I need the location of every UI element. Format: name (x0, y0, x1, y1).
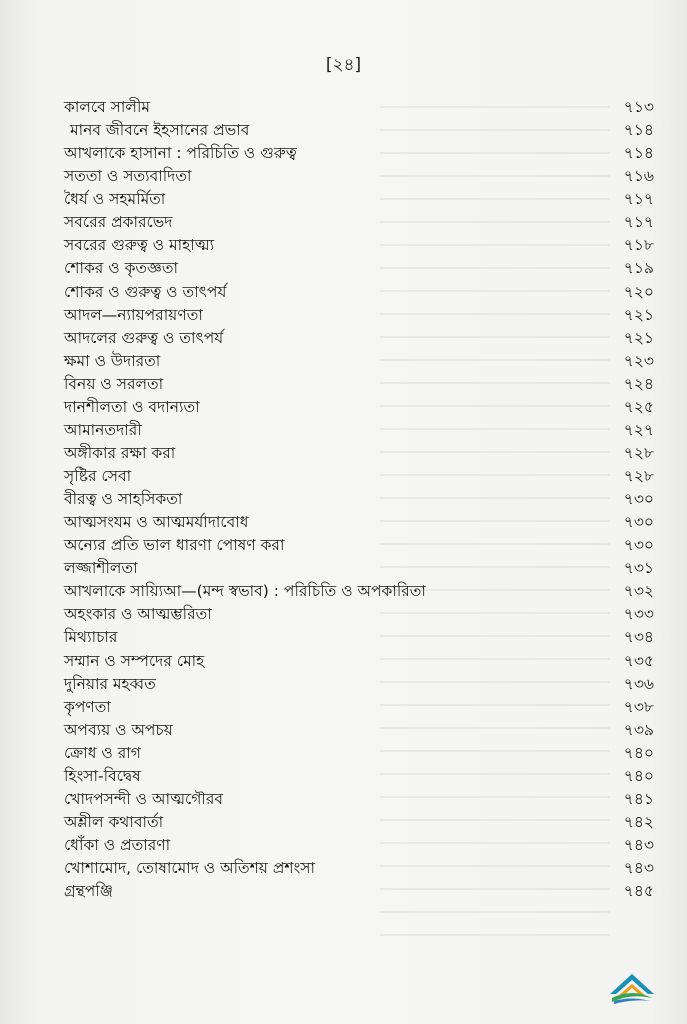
toc-entry-title: অপব্যয় ও অপচয় (64, 720, 173, 739)
toc-entry-title: সবরের গুরুত্ব ও মাহাত্ম্য (64, 236, 215, 255)
toc-entry-page: ৭১৭ (623, 190, 654, 209)
toc-entry-page: ৭৩৯ (623, 720, 654, 739)
toc-entry-title: খোদপসন্দী ও আত্মগৌরব (64, 789, 223, 808)
toc-entry (64, 765, 664, 788)
toc-entry-title: আত্মসংযম ও আত্মমর্যাদাবোধ (64, 513, 249, 532)
toc-entry-page: ৭২১ (623, 305, 654, 324)
toc-entry-title: সম্মান ও সম্পদের মোহ (64, 651, 205, 670)
toc-entry-page: ৭৪২ (623, 812, 654, 831)
toc-entry (64, 211, 664, 234)
toc-entry-title: খোশামোদ, তোষামোদ ও অতিশয় প্রশংসা (64, 859, 316, 878)
toc-entry-title: দানশীলতা ও বদান্যতা (64, 397, 200, 416)
toc-entry-title: ক্রোধ ও রাগ (64, 743, 141, 762)
toc-entry-title: মিথ্যাচার (64, 628, 118, 647)
toc-entry-title: ধৈর্য ও সহমর্মিতা (64, 190, 166, 209)
toc-entry (64, 304, 664, 327)
toc-entry-title: হিংসা-বিদ্বেষ (64, 766, 141, 785)
toc-entry-page: ৭১৯ (623, 259, 654, 278)
page-number: [২৪] (325, 55, 362, 75)
toc-entry-page: ৭৩৩ (623, 605, 654, 624)
toc-entry-page: ৭৪১ (623, 789, 654, 808)
toc-entry (64, 534, 664, 557)
toc-entry-title: অন্যের প্রতি ভাল ধারণা পোষণ করা (64, 536, 285, 555)
toc-entry (64, 350, 664, 373)
toc-entry (64, 719, 664, 742)
toc-entry-page: ৭৩৫ (623, 651, 654, 670)
toc-entry-page: ৭৪৩ (623, 836, 654, 854)
toc-entry-title: আখলাকে সায়্যিআ—(মন্দ স্বভাব) : পরিচিতি ও অপকারিতা (64, 582, 426, 601)
toc-entry-title: দুনিয়ার মহব্বত (64, 674, 156, 693)
toc-entry-title: অহংকার ও আত্মম্ভরিতা (64, 605, 212, 624)
toc-entry-title: মানব জীবনে ইহসানের প্রভাব (70, 121, 250, 140)
toc-entry-page: ৭১৬ (623, 167, 654, 186)
toc-entry (64, 580, 664, 603)
toc-entry (64, 511, 664, 534)
toc-entry (64, 788, 664, 811)
toc-entry (64, 165, 664, 188)
toc-entry-page: ৭১৩ (623, 98, 654, 116)
toc-entry-title: আখলাকে হাসানা : পরিচিতি ও গুরুত্ব (64, 144, 297, 163)
toc-entry-page: ৭২৪ (623, 374, 654, 393)
toc-entry-title: শোকর ও কৃতজ্ঞতা (64, 259, 179, 278)
toc-entry (64, 673, 664, 696)
toc-entry (64, 811, 664, 834)
toc-entry-page: ৭২৮ (623, 467, 654, 485)
toc-entry-title: ক্ষমা ও উদারতা (64, 351, 161, 370)
toc-entry-page: ৭২০ (623, 282, 654, 301)
toc-entry (64, 327, 664, 350)
toc-entry-page: ৭৩১ (623, 559, 654, 578)
toc-entry-title: সততা ও সত্যবাদিতা (64, 167, 192, 186)
toc-entry-page: ৭৩০ (623, 536, 654, 555)
toc-entry-page: ৭২৮ (623, 443, 654, 462)
toc-entry-page: ৭৩০ (623, 490, 654, 509)
toc-entry (64, 257, 664, 280)
toc-entry (64, 396, 664, 419)
table-of-contents (64, 96, 664, 903)
toc-entry-page: ৭৪৫ (623, 882, 654, 901)
toc-entry-page: ৭৩৮ (623, 697, 654, 716)
toc-entry (64, 742, 664, 765)
toc-entry-title: লজ্জাশীলতা (64, 559, 138, 578)
toc-entry (64, 857, 664, 880)
toc-entry-page: ৭১৪ (623, 144, 654, 163)
toc-entry-page: ৭৩০ (623, 513, 654, 532)
toc-entry-page: ৭২৫ (623, 397, 654, 416)
toc-entry-page: ৭৪৩ (623, 859, 654, 878)
toc-entry-title: অঙ্গীকার রক্ষা করা (64, 443, 176, 462)
toc-entry (64, 188, 664, 211)
toc-entry-title: শোকর ও গুরুত্ব ও তাৎপর্য (64, 282, 227, 301)
toc-entry (64, 465, 664, 488)
toc-entry-page: ৭২৩ (623, 351, 654, 370)
toc-entry (64, 142, 664, 165)
toc-entry-page: ৭৩৬ (623, 674, 654, 693)
publisher-logo-icon (604, 966, 660, 1006)
toc-entry-title: বিনয় ও সরলতা (64, 374, 164, 393)
toc-entry-title: আদল—ন্যায়পরায়ণতা (64, 305, 203, 324)
toc-entry-page: ৭১৮ (623, 236, 654, 255)
toc-entry-title: কালবে সালীম (64, 98, 150, 116)
toc-entry-page: ৭২১ (623, 328, 654, 347)
toc-entry-page: ৭১৭ (623, 213, 654, 232)
toc-entry (64, 557, 664, 580)
toc-entry (64, 419, 664, 442)
toc-entry (64, 603, 664, 626)
toc-entry-page: ৭৩২ (623, 582, 654, 601)
toc-entry-title: আদলের গুরুত্ব ও তাৎপর্য (64, 328, 224, 347)
toc-entry-title: গ্রন্থপঞ্জি (64, 882, 113, 901)
toc-entry (64, 650, 664, 673)
toc-entry (64, 880, 664, 903)
toc-entry-page: ৭২৭ (623, 420, 654, 439)
toc-entry-page: ৭৪০ (623, 743, 654, 762)
toc-entry (64, 696, 664, 719)
toc-entry-title: বীরত্ব ও সাহসিকতা (64, 490, 183, 509)
toc-entry (64, 442, 664, 465)
toc-entry-page: ৭১৪ (623, 121, 654, 140)
toc-entry (64, 281, 664, 304)
toc-entry (64, 488, 664, 511)
toc-entry (64, 96, 664, 119)
toc-entry (64, 626, 664, 649)
toc-entry (64, 119, 664, 142)
toc-entry (64, 834, 664, 857)
toc-entry (64, 234, 664, 257)
toc-entry (64, 373, 664, 396)
toc-entry-title: সৃষ্টির সেবা (64, 467, 132, 485)
toc-entry-title: অশ্লীল কথাবার্তা (64, 812, 164, 831)
toc-entry-title: আমানতদারী (64, 420, 142, 439)
toc-entry-title: কৃপণতা (64, 697, 111, 716)
toc-entry-page: ৭৪০ (623, 766, 654, 785)
toc-entry-page: ৭৩৪ (623, 628, 654, 647)
toc-entry-title: সবরের প্রকারভেদ (64, 213, 173, 232)
toc-entry-title: ধোঁকা ও প্রতারণা (64, 836, 171, 854)
